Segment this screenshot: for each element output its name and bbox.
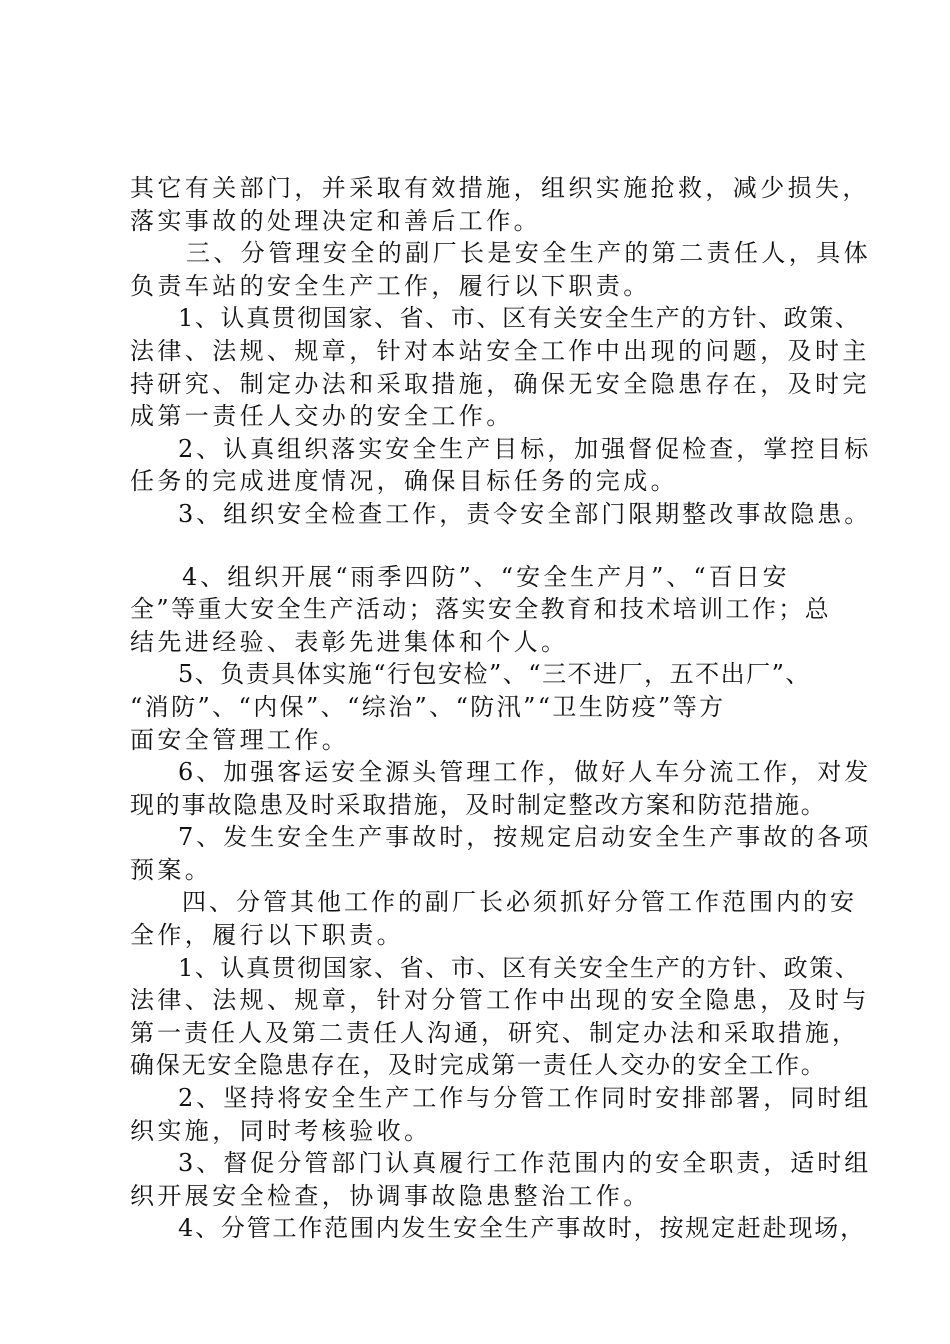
text-line: 4、分管工作范围内发生安全生产事故时，按规定赶赴现场，: [178, 1214, 866, 1243]
text-line: 6、加强客运安全源头管理工作，做好人车分流工作，对发: [178, 758, 872, 787]
text-line: 3、组织安全检查工作，责令安全部门限期整改事故隐患。: [178, 499, 872, 528]
text-line: 预案。: [130, 855, 213, 884]
text-line: 负责车站的安全生产工作，履行以下职责。: [130, 271, 651, 300]
text-line: 结先进经验、表彰先进集体和个人。: [130, 627, 569, 656]
text-line: “消防”、“内保”、“综治”、“防汛”“卫生防疫”等方: [130, 692, 726, 721]
text-line: 2、认真组织落实安全生产目标，加强督促检查，掌控目标: [178, 434, 872, 463]
text-line: 7、发生安全生产事故时，按规定启动安全生产事故的各项: [178, 823, 872, 852]
text-line: 织开展安全检查，协调事故隐患整治工作。: [130, 1181, 651, 1210]
text-line: 全”等重大安全生产活动；落实安全教育和技术培训工作；总: [130, 595, 832, 624]
text-line: 1、认真贯彻国家、省、市、区有关安全生产的方针、政策、: [178, 304, 861, 333]
text-line: 2、坚持将安全生产工作与分管工作同时安排部署，同时组: [178, 1084, 872, 1113]
document-body: [130, 172, 872, 1245]
text-line: 三、分管理安全的副厂长是安全生产的第二责任人，具体: [186, 239, 871, 268]
text-line: 4、组织开展“雨季四防”、“安全生产月”、“百日安: [182, 562, 790, 591]
text-line: 5、负责具体实施“行包安检”、“三不进厂，五不出厂”、: [178, 660, 811, 689]
text-line: 面安全管理工作。: [130, 725, 350, 754]
text-line: 3、督促分管部门认真履行工作范围内的安全职责，适时组: [178, 1149, 872, 1178]
text-line: 全作，履行以下职责。: [130, 921, 404, 950]
text-line: 法律、法规、规章，针对本站安全工作中出现的问题，及时主: [130, 336, 870, 365]
text-line: 1、认真贯彻国家、省、市、区有关安全生产的方针、政策、: [178, 953, 861, 982]
text-line: 现的事故隐患及时采取措施，及时制定整改方案和防范措施。: [130, 790, 827, 819]
text-line: 法律、法规、规章，针对分管工作中出现的安全隐患，及时与: [130, 986, 870, 1015]
text-line: 其它有关部门，并采取有效措施，组织实施抢救，减少损失，: [130, 174, 870, 202]
text-line: 成第一责任人交办的安全工作。: [130, 402, 514, 431]
text-line: 第一责任人及第二责任人沟通，研究、制定办法和采取措施，: [130, 1018, 859, 1047]
paragraph-gap: [130, 531, 852, 561]
text-line: 四、分管其他工作的副厂长必须抓好分管工作范围内的安: [182, 888, 857, 917]
text-line: 确保无安全隐患存在，及时完成第一责任人交办的安全工作。: [130, 1051, 827, 1080]
text-line: 织实施，同时考核验收。: [130, 1116, 432, 1145]
text-line: 持研究、制定办法和采取措施，确保无安全隐患存在，及时完: [130, 369, 870, 398]
text-line: 任务的完成进度情况，确保目标任务的完成。: [130, 467, 678, 496]
text-line: 落实事故的处理决定和善后工作。: [130, 206, 541, 235]
